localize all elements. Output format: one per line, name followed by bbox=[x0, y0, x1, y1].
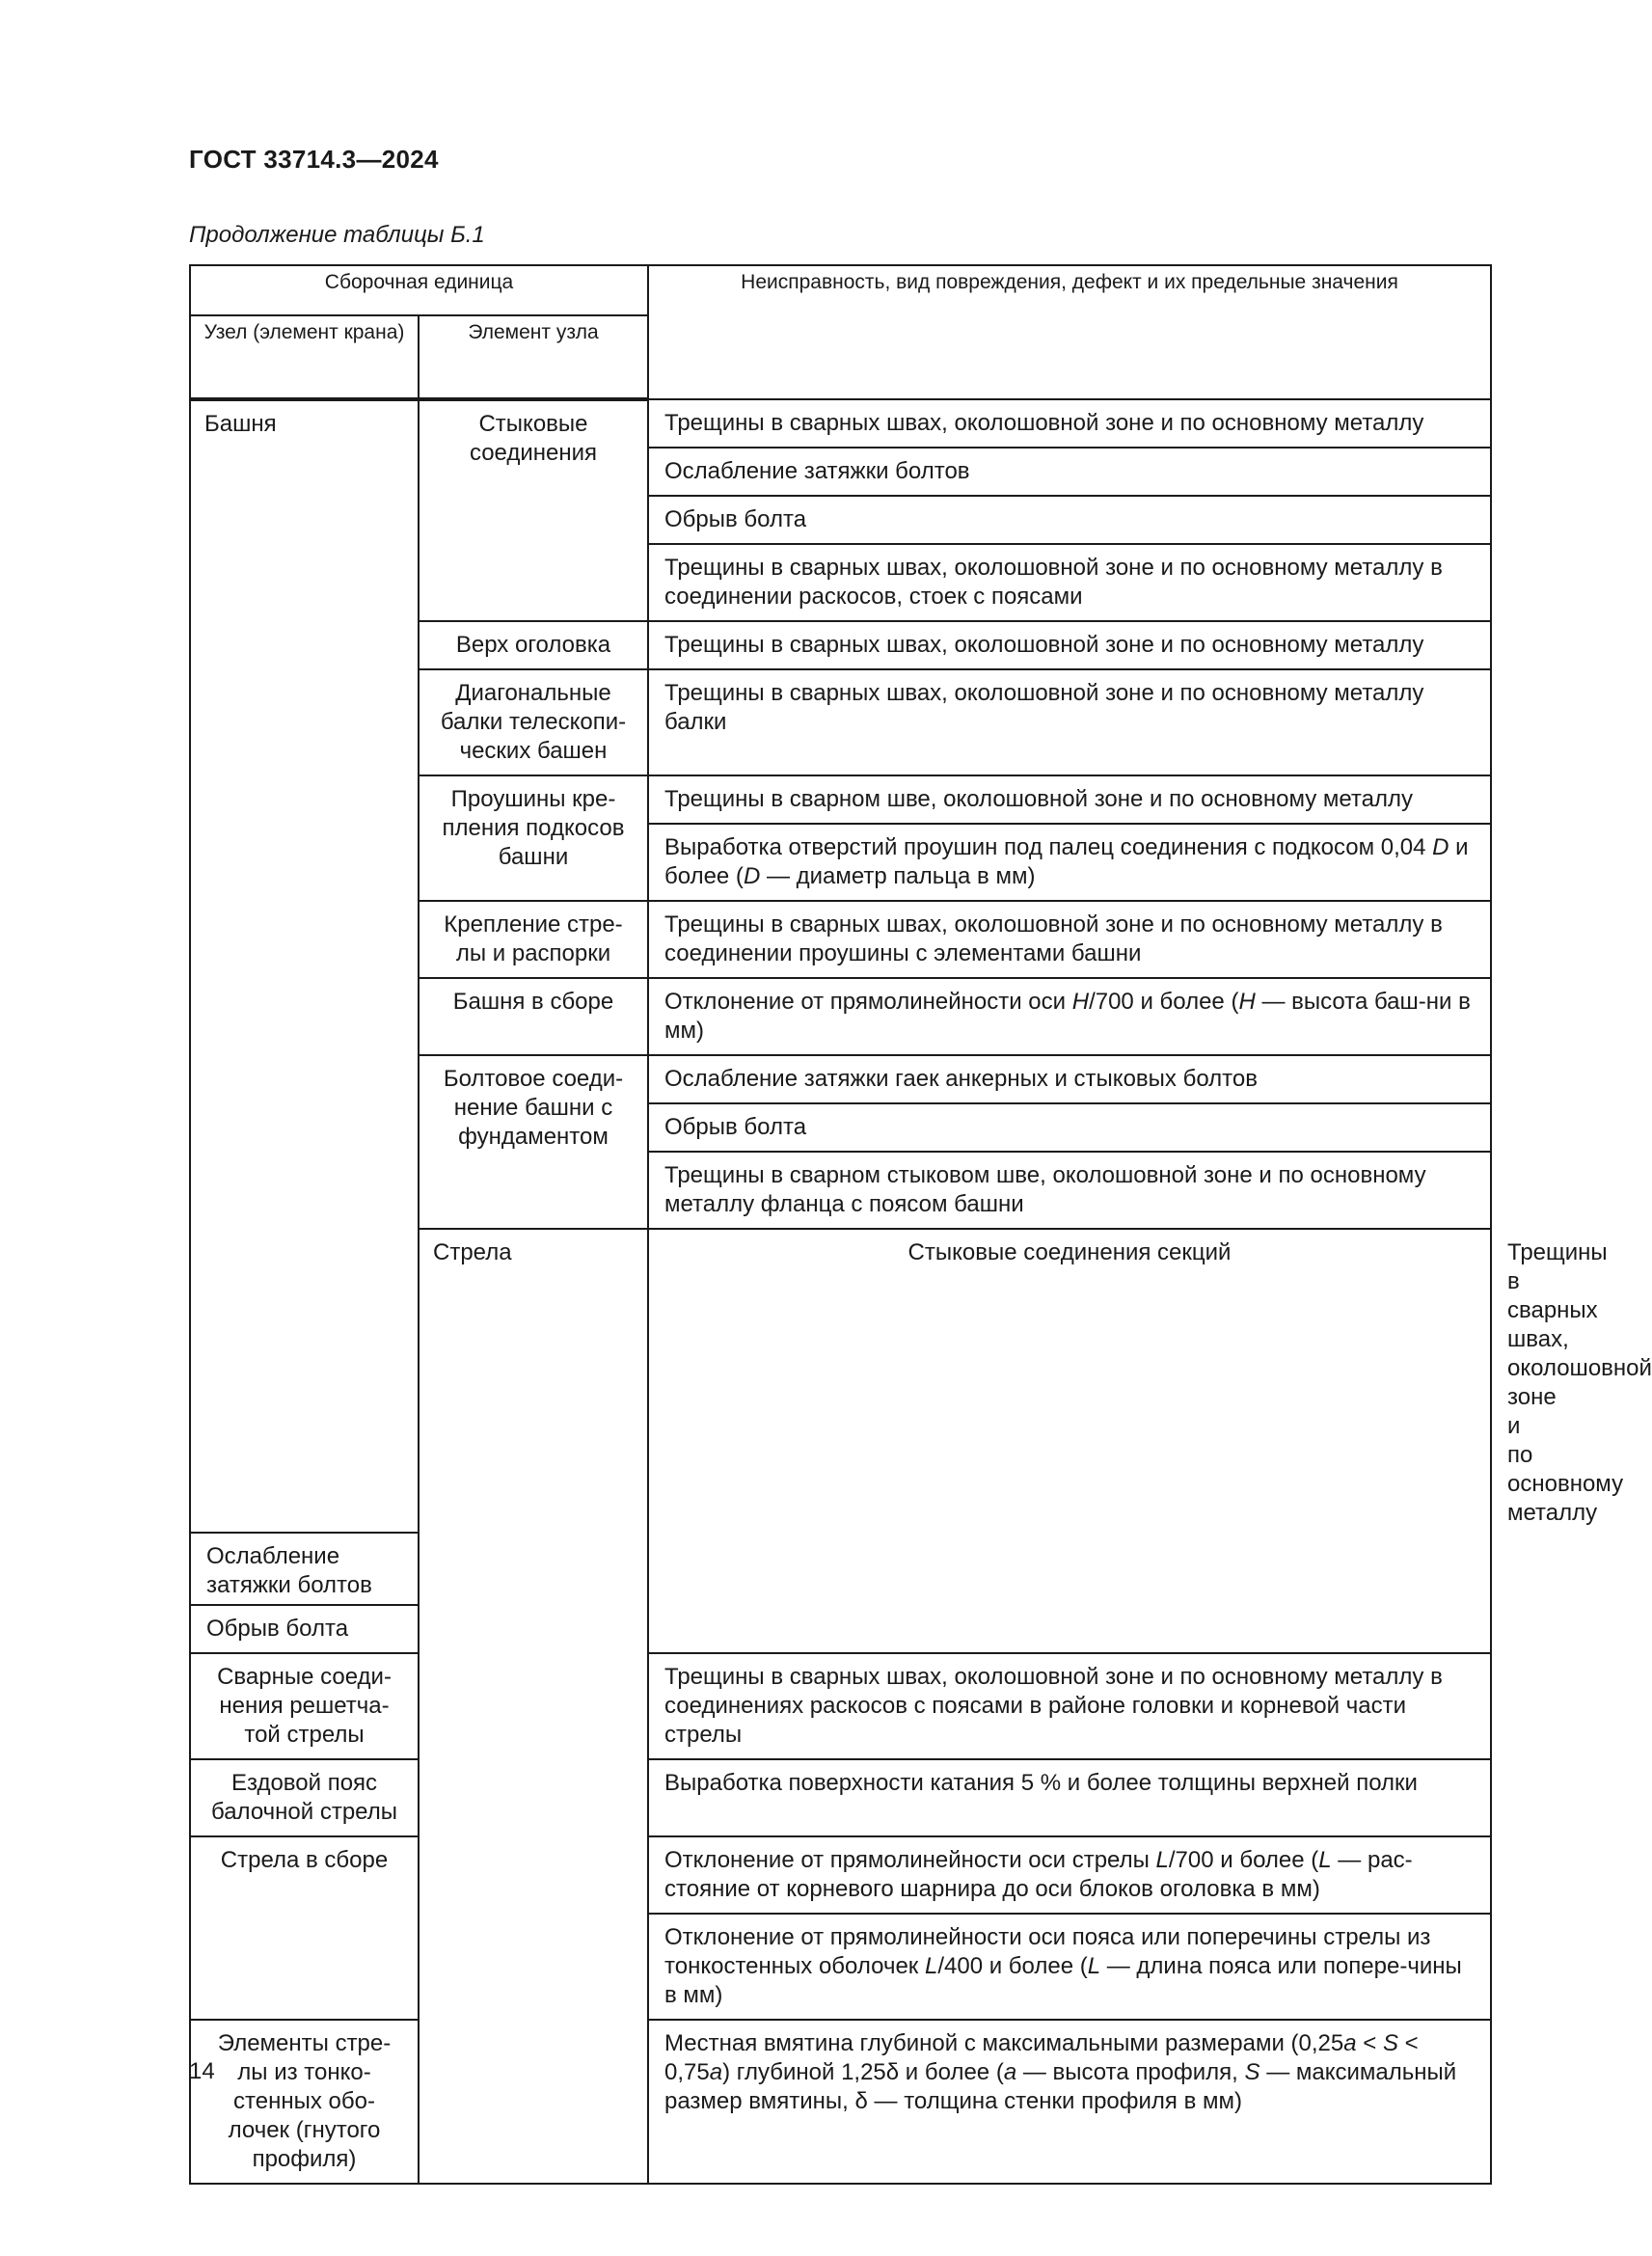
table-row bbox=[190, 399, 1491, 448]
element-cell: Стыковые соединения секций bbox=[648, 1229, 1491, 1653]
element-cell: Элементы стре-лы из тонко-стенных обо-лочек (гнутого профиля) bbox=[190, 2020, 419, 2184]
defect-cell: Отклонение от прямолинейности оси H/700 и более (H — высота баш-ни в мм) bbox=[648, 978, 1491, 1055]
defect-cell: Ослабление затяжки болтов bbox=[190, 1533, 419, 1605]
table-row bbox=[190, 1759, 1491, 1836]
defect-cell: Выработка отверстий проушин под палец соединения с подкосом 0,04 D и более (D — диаметр пальца в мм) bbox=[648, 824, 1491, 901]
defect-cell: Трещины в сварном стыковом шве, околошовной зоне и по основному металлу фланца с поясом башни bbox=[648, 1152, 1491, 1229]
element-cell: Башня в сборе bbox=[419, 978, 648, 1055]
header-defect: Неисправность, вид повреждения, дефект и их предельные значения bbox=[648, 265, 1491, 399]
defect-cell: Трещины в сварных швах, околошовной зоне и по основному металлу bbox=[648, 399, 1491, 448]
defect-cell: Местная вмятина глубиной с максимальными размерами (0,25a < S < 0,75a) глубиной 1,25δ и более (a — высота профиля, S — максимальный размер вмятины, δ — толщина стенки профиля в мм) bbox=[648, 2020, 1491, 2184]
element-cell: Крепление стре-лы и распорки bbox=[419, 901, 648, 978]
defect-cell: Обрыв болта bbox=[648, 496, 1491, 544]
header-assembly-unit: Сборочная единица bbox=[190, 265, 648, 315]
defect-cell: Трещины в сварном шве, околошовной зоне и по основному металлу bbox=[648, 775, 1491, 824]
node-cell: Стрела bbox=[419, 1229, 648, 2184]
element-cell: Стрела в сборе bbox=[190, 1836, 419, 2020]
table-row bbox=[190, 1653, 1491, 1759]
defect-cell: Трещины в сварных швах, околошовной зоне и по основному металлу в соединениях раскосов с поясами в районе головки и корневой части стрелы bbox=[648, 1653, 1491, 1759]
header-element: Элемент узла bbox=[419, 315, 648, 399]
defect-cell: Трещины в сварных швах, околошовной зоне и по основному металлу bbox=[648, 621, 1491, 669]
document-code: ГОСТ 33714.3—2024 bbox=[189, 145, 439, 174]
node-cell: Башня bbox=[190, 399, 419, 1533]
defect-cell: Обрыв болта bbox=[190, 1605, 419, 1653]
defect-cell: Трещины в сварных швах, околошовной зоне и по основному металлу балки bbox=[648, 669, 1491, 775]
defect-cell: Отклонение от прямолинейности оси стрелы L/700 и более (L — рас-стояние от корневого шарнира до оси блоков оголовка в мм) bbox=[648, 1836, 1491, 1914]
element-cell: Стыковые соединения bbox=[419, 399, 648, 621]
table-caption: Продолжение таблицы Б.1 bbox=[189, 222, 485, 248]
defect-cell: Ослабление затяжки болтов bbox=[648, 448, 1491, 496]
table-row bbox=[190, 2020, 1491, 2184]
element-cell: Сварные соеди-нения решетча-той стрелы bbox=[190, 1653, 419, 1759]
element-cell: Диагональные балки телескопи-ческих башен bbox=[419, 669, 648, 775]
page-number: 14 bbox=[189, 2058, 215, 2084]
defect-cell: Трещины в сварных швах, околошовной зоне и по основному металлу в соединении раскосов, стоек с поясами bbox=[648, 544, 1491, 621]
element-cell: Проушины кре-пления подкосов башни bbox=[419, 775, 648, 901]
table-row bbox=[190, 1836, 1491, 1914]
table-row: Стрела Стыковые соединения секций Трещины в сварных швах, околошовной зоне и по основному металлу bbox=[190, 1229, 1491, 1533]
element-cell: Ездовой пояс балочной стрелы bbox=[190, 1759, 419, 1836]
table-header-row bbox=[190, 265, 1491, 315]
defect-cell: Обрыв болта bbox=[648, 1103, 1491, 1152]
defect-cell: Выработка поверхности катания 5 % и более толщины верхней полки bbox=[648, 1759, 1491, 1836]
defects-table bbox=[189, 264, 1652, 2185]
element-cell: Болтовое соеди-нение башни с фундаментом bbox=[419, 1055, 648, 1229]
element-cell: Верх оголовка bbox=[419, 621, 648, 669]
header-node: Узел (элемент крана) bbox=[190, 315, 419, 399]
defect-cell: Трещины в сварных швах, околошовной зоне и по основному металлу в соединении проушины с элементами башни bbox=[648, 901, 1491, 978]
defect-cell: Отклонение от прямолинейности оси пояса или поперечины стрелы из тонкостенных оболочек L/400 и более (L — длина пояса или попере-чины в мм) bbox=[648, 1914, 1491, 2020]
defect-cell: Ослабление затяжки гаек анкерных и стыковых болтов bbox=[648, 1055, 1491, 1103]
